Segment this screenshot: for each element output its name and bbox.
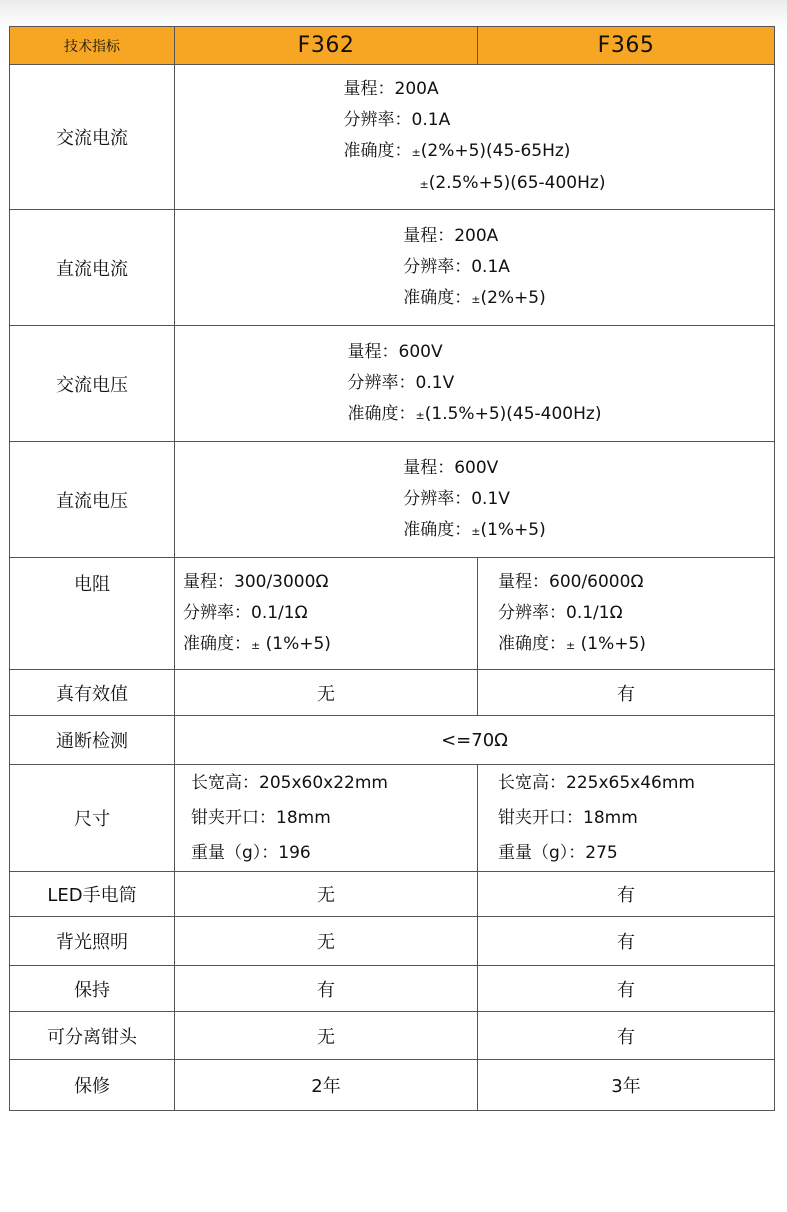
- row-size: [10, 765, 775, 872]
- detachable-f362: 无: [175, 1012, 478, 1060]
- led-f362: 无: [175, 872, 478, 917]
- plus-minus-sign: ±: [251, 638, 261, 652]
- resistance-f362: [175, 558, 478, 670]
- row-dc-voltage: [10, 442, 775, 558]
- ac-voltage-range: 量程：600V: [347, 341, 443, 362]
- size-f362-dims: 长宽高：205x60x22mm: [191, 772, 388, 793]
- hold-name: 保持: [10, 966, 175, 1012]
- size-f362-weight: 重量（g）：196: [191, 842, 311, 863]
- resistance-f365-range: 量程：600/6000Ω: [498, 571, 644, 592]
- dc-current-range: 量程：200A: [403, 225, 499, 246]
- ac-current-range: 量程：200A: [343, 79, 439, 99]
- dc-voltage-accuracy: (1%+5): [480, 519, 546, 540]
- resistance-name: 电阻: [10, 558, 175, 670]
- ac-current-resolution: 分辨率：0.1A: [343, 110, 451, 130]
- ac-current-name: 交流电流: [10, 65, 175, 210]
- size-f365-weight: 重量（g）：275: [498, 842, 618, 863]
- ac-current-accuracy-2: (2.5%+5)(65-400Hz): [428, 173, 606, 193]
- ac-voltage-name: 交流电压: [10, 326, 175, 442]
- row-detachable: [10, 1012, 775, 1060]
- dc-voltage-spec: [403, 453, 546, 547]
- row-dc-current: [10, 210, 775, 326]
- dc-current-resolution: 分辨率：0.1A: [403, 256, 510, 277]
- dc-voltage-range: 量程：600V: [403, 457, 499, 478]
- row-ac-current: [10, 65, 775, 210]
- warranty-f362: 2年: [175, 1060, 478, 1111]
- ac-voltage-accuracy-label: 准确度：: [347, 403, 416, 424]
- ac-voltage-spec: [348, 337, 602, 431]
- size-f362: [175, 765, 478, 872]
- row-warranty: [10, 1060, 775, 1111]
- dc-voltage-accuracy-label: 准确度：: [403, 519, 472, 540]
- dc-current-accuracy-label: 准确度：: [403, 287, 472, 308]
- ac-voltage-resolution: 分辨率：0.1V: [347, 372, 455, 393]
- size-f362-jaw: 钳夹开口：18mm: [191, 807, 331, 828]
- warranty-name: 保修: [10, 1060, 175, 1111]
- row-backlight: [10, 917, 775, 966]
- detachable-f365: 有: [478, 1012, 775, 1060]
- ac-current-spec: [344, 74, 606, 200]
- resistance-f365-accuracy: (1%+5): [580, 633, 646, 654]
- dc-voltage-name: 直流电压: [10, 442, 175, 558]
- resistance-f365: [478, 558, 775, 670]
- true-rms-name: 真有效值: [10, 670, 175, 716]
- led-name: LED手电筒: [10, 872, 175, 917]
- ac-voltage-accuracy: (1.5%+5)(45-400Hz): [424, 403, 602, 424]
- spec-table: [9, 26, 775, 1111]
- row-ac-voltage: [10, 326, 775, 442]
- backlight-f365: 有: [478, 917, 775, 966]
- row-hold: [10, 966, 775, 1012]
- backlight-name: 背光照明: [10, 917, 175, 966]
- header-label: 技术指标: [10, 27, 175, 65]
- hold-f365: 有: [478, 966, 775, 1012]
- continuity-name: 通断检测: [10, 716, 175, 765]
- continuity-value: <=70Ω: [175, 716, 775, 765]
- dc-current-accuracy: (2%+5): [480, 287, 546, 308]
- backlight-f362: 无: [175, 917, 478, 966]
- resistance-f365-resolution: 分辨率：0.1/1Ω: [498, 602, 623, 623]
- warranty-f365: 3年: [478, 1060, 775, 1111]
- row-resistance: [10, 558, 775, 670]
- row-continuity: [10, 716, 775, 765]
- ac-current-accuracy-label: 准确度：: [343, 141, 412, 161]
- detachable-name: 可分离钳头: [10, 1012, 175, 1060]
- size-f365-jaw: 钳夹开口：18mm: [498, 807, 638, 828]
- model-f362: F362: [175, 27, 478, 65]
- dc-current-spec: [403, 221, 546, 315]
- resistance-f362-range: 量程：300/3000Ω: [183, 571, 329, 592]
- true-rms-f365: 有: [478, 670, 775, 716]
- true-rms-f362: 无: [175, 670, 478, 716]
- plus-minus-sign: ±: [471, 524, 481, 538]
- header-row: [10, 27, 775, 65]
- plus-minus-sign: ±: [419, 178, 429, 191]
- resistance-f365-accuracy-label: 准确度：: [498, 633, 566, 654]
- row-true-rms: [10, 670, 775, 716]
- resistance-f362-resolution: 分辨率：0.1/1Ω: [183, 602, 308, 623]
- plus-minus-sign: ±: [415, 408, 425, 422]
- size-f365: [478, 765, 775, 872]
- plus-minus-sign: ±: [566, 638, 576, 652]
- model-f365: F365: [478, 27, 775, 65]
- plus-minus-sign: ±: [411, 146, 421, 159]
- led-f365: 有: [478, 872, 775, 917]
- plus-minus-sign: ±: [471, 292, 481, 306]
- resistance-f362-accuracy-label: 准确度：: [183, 633, 251, 654]
- resistance-f362-accuracy: (1%+5): [265, 633, 331, 654]
- row-led: [10, 872, 775, 917]
- size-name: 尺寸: [10, 765, 175, 872]
- dc-voltage-resolution: 分辨率：0.1V: [403, 488, 510, 509]
- size-f365-dims: 长宽高：225x65x46mm: [498, 772, 695, 793]
- dc-current-name: 直流电流: [10, 210, 175, 326]
- ac-current-accuracy-1: (2%+5)(45-65Hz): [420, 141, 571, 161]
- hold-f362: 有: [175, 966, 478, 1012]
